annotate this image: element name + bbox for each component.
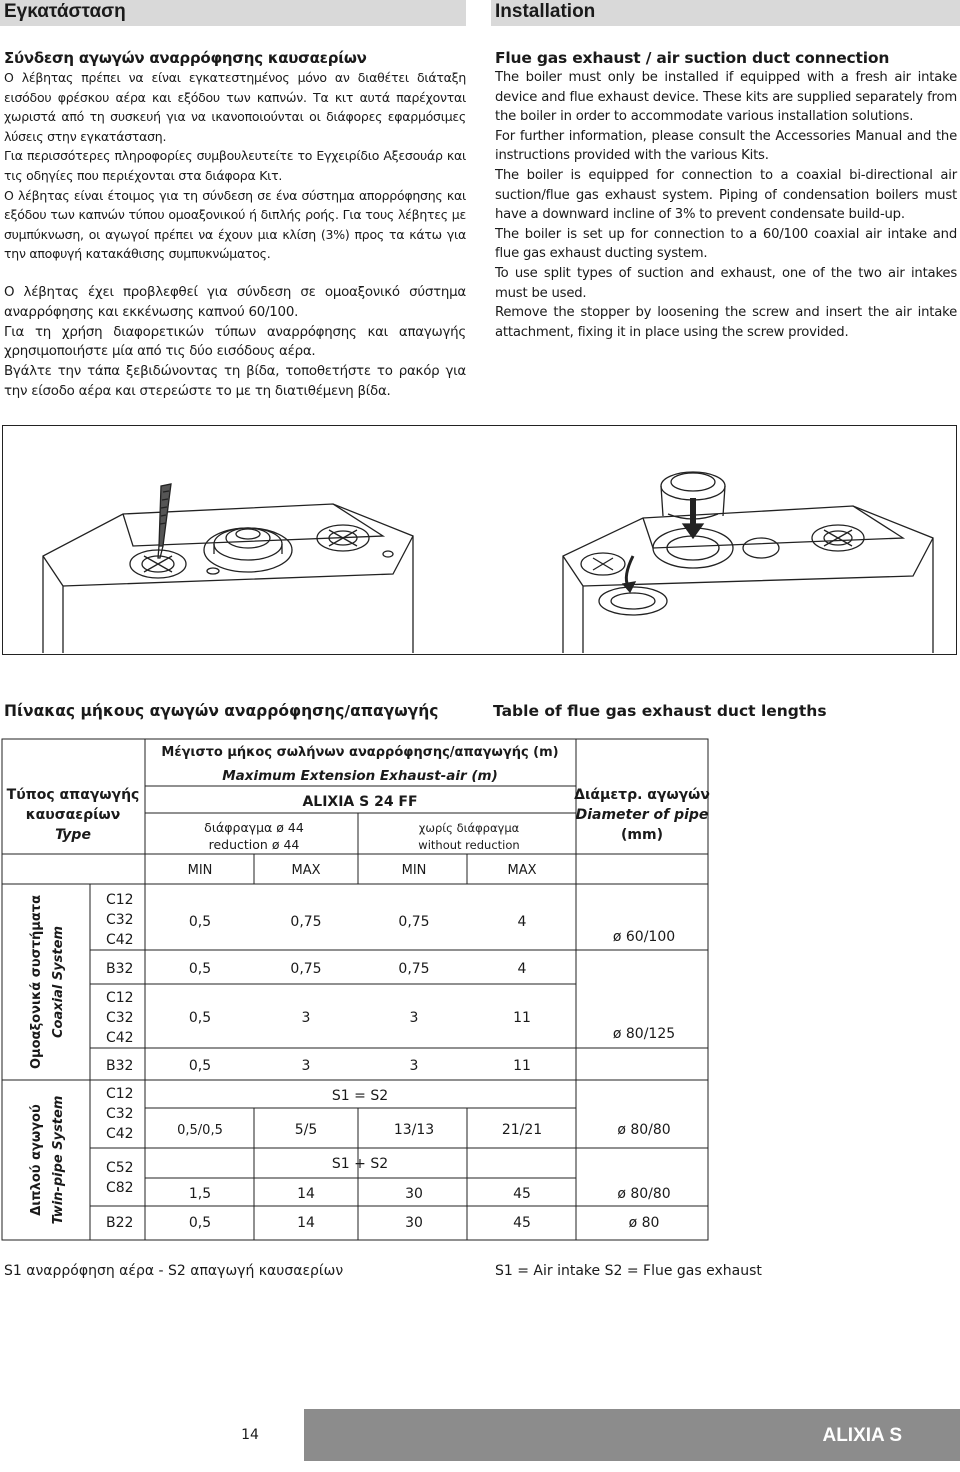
english-paragraph: For further information, please consult the Accessories Manual and the instructions provided with the various Kits.	[495, 128, 957, 164]
greek-paragraph: Ο λέβητας έχει προβλεφθεί για σύνδεση σε ομοαξονικό σύστημα αναρρόφησης και εκκένωσης καπνού 60/100.	[4, 284, 466, 320]
english-section-title: Flue gas exhaust / air suction duct connection	[495, 49, 890, 67]
type-cell: B32	[106, 961, 134, 977]
value-cell: 14	[297, 1186, 315, 1202]
type-cell: C52	[106, 1160, 134, 1176]
value-cell: 45	[513, 1186, 531, 1202]
value-cell: 0,75	[398, 961, 430, 977]
s1-equals-s2-label: S1 = S2	[331, 1088, 389, 1104]
diameter-cell: ø 80/80	[617, 1122, 671, 1138]
value-cell: 3	[301, 1058, 311, 1074]
value-cell: 45	[513, 1215, 531, 1231]
value-cell: 0,5	[188, 1215, 212, 1231]
type-cell: C42	[106, 932, 134, 948]
brand-name: ALIXIA S	[822, 1425, 902, 1446]
coaxial-label-english: Coaxial System	[51, 926, 66, 1038]
value-cell: 0,5	[188, 1010, 212, 1026]
greek-paragraph: Για τη χρήση διαφορετικών τύπων αναρρόφησης και απαγωγής χρησιμοποιήστε μία από τις δύο εισόδους αέρα.	[4, 324, 466, 360]
screwdriver-drawing	[158, 484, 171, 558]
model-name: ALIXIA S 24 FF	[302, 794, 418, 810]
value-cell: 4	[517, 961, 527, 977]
without-diaphragm-greek: χωρίς διάφραγμα	[418, 821, 520, 835]
min-label: MIN	[401, 863, 427, 878]
english-paragraph: The boiler is equipped for connection to a coaxial bi-directional air suction/flue gas exhaust system. Piping of condensation boilers must have a downward incline of 3% to prevent condensate build-up.	[495, 167, 957, 223]
english-paragraph: The boiler is set up for connection to a 60/100 coaxial air intake and flue gas exhaust ducting system.	[495, 226, 957, 262]
value-cell: 0,75	[398, 914, 430, 930]
diameter-cell: ø 80/80	[617, 1186, 671, 1202]
diameter-cell: ø 80/125	[612, 1026, 676, 1042]
diameter-unit: (mm)	[621, 827, 663, 843]
value-cell: 0,75	[290, 961, 322, 977]
type-cell: B22	[106, 1215, 134, 1231]
value-cell: 0,5	[188, 961, 212, 977]
value-cell: 30	[405, 1215, 423, 1231]
section-header-english: Installation	[491, 0, 960, 26]
without-diaphragm-english: without reduction	[418, 838, 520, 852]
s1-plus-s2-label: S1 + S2	[331, 1156, 389, 1172]
value-cell: 21/21	[501, 1122, 543, 1138]
value-cell: 30	[405, 1186, 423, 1202]
section-header-greek: Εγκατάσταση	[0, 0, 466, 26]
max-label: MAX	[507, 863, 537, 878]
value-cell: 13/13	[393, 1122, 435, 1138]
twin-label-greek: Διπλού αγωγού	[29, 1104, 44, 1216]
value-cell: 1,5	[188, 1186, 212, 1202]
value-cell: 0,5/0,5	[177, 1123, 223, 1138]
value-cell: 11	[513, 1010, 531, 1026]
max-label: MAX	[291, 863, 321, 878]
english-paragraph: To use split types of suction and exhaust, one of the two air intakes must be used.	[495, 265, 957, 301]
type-cell: C12	[106, 1086, 134, 1102]
value-cell: 11	[513, 1058, 531, 1074]
with-diaphragm-english: reduction ø 44	[208, 837, 300, 852]
flue-duct-length-table	[0, 738, 960, 1243]
type-cell: C12	[106, 990, 134, 1006]
english-text-column	[495, 48, 957, 342]
value-cell: 3	[409, 1058, 419, 1074]
type-cell: C32	[106, 1010, 134, 1026]
type-cell: C82	[106, 1180, 134, 1196]
value-cell: 14	[297, 1215, 315, 1231]
diameter-header-english: Diameter of pipe	[575, 807, 709, 823]
boiler-connection-illustration	[2, 425, 957, 655]
coaxial-label-greek: Ομοαξονικά συστήματα	[29, 894, 44, 1070]
type-cell: C42	[106, 1126, 134, 1142]
value-cell: 0,75	[290, 914, 322, 930]
twin-label-english: Twin-pipe System	[51, 1095, 66, 1225]
greek-paragraph: Για περισσότερες πληροφορίες συμβουλευτείτε το Εγχειρίδιο Αξεσουάρ και τις οδηγίες που περιέχονται στα διάφορα Κιτ.	[4, 148, 466, 183]
max-extension-greek: Μέγιστο μήκος σωλήνων αναρρόφησης/απαγωγής (m)	[161, 745, 559, 760]
type-header-english: Type	[55, 827, 91, 843]
boiler-right-drawing	[563, 472, 933, 653]
legend-greek: S1 αναρρόφηση αέρα - S2 απαγωγή καυσαερίων	[4, 1263, 344, 1279]
type-cell: C12	[106, 892, 134, 908]
greek-paragraph: Ο λέβητας είναι έτοιμος για τη σύνδεση σε ένα σύστημα απορρόφησης και εξόδου των καπνών τύπου ομοαξονικού ή διπλής ροής. Για τους λέβητες με συμπύκνωση, οι αγωγοί πρέπει να έχουν μια κλίση (3%) προς τα κάτω για την αποφυγή κατακάθισης συμπυκνώματος.	[4, 187, 466, 262]
type-cell: C32	[106, 912, 134, 928]
value-cell: 3	[409, 1010, 419, 1026]
diameter-cell: ø 60/100	[612, 929, 676, 945]
greek-paragraph: Βγάλτε την τάπα ξεβιδώνοντας τη βίδα, τοποθετήστε το ρακόρ για την είσοδο αέρα και στερεώστε το με τη διατιθέμενη βίδα.	[4, 364, 466, 399]
value-cell: 0,5	[188, 1058, 212, 1074]
greek-section-title: Σύνδεση αγωγών αναρρόφησης καυσαερίων	[4, 49, 367, 67]
max-extension-english: Maximum Extension Exhaust-air (m)	[222, 768, 498, 784]
min-label: MIN	[187, 863, 213, 878]
type-cell: C32	[106, 1106, 134, 1122]
page-number: 14	[241, 1427, 259, 1443]
with-diaphragm-greek: διάφραγμα ø 44	[204, 820, 304, 835]
legend-english: S1 = Air intake S2 = Flue gas exhaust	[495, 1263, 762, 1279]
value-cell: 5/5	[294, 1122, 318, 1138]
type-cell: B32	[106, 1058, 134, 1074]
type-header-greek: καυσαερίων	[25, 807, 121, 823]
value-cell: 0,5	[188, 914, 212, 930]
greek-text-column	[4, 48, 466, 402]
value-cell: 4	[517, 914, 527, 930]
value-cell: 3	[301, 1010, 311, 1026]
boiler-left-drawing	[43, 504, 413, 653]
type-header-greek: Τύπος απαγωγής	[6, 787, 140, 803]
type-cell: C42	[106, 1030, 134, 1046]
english-paragraph: The boiler must only be installed if equipped with a fresh air intake device and flue exhaust device. These kits are supplied separately from the boiler in order to accommodate various installation solutions.	[495, 70, 957, 125]
diameter-header-greek: Διάμετρ. αγωγών	[574, 787, 710, 803]
greek-paragraph: Ο λέβητας πρέπει να είναι εγκατεστημένος μόνο αν διαθέτει διάταξη εισόδου φρέσκου αέρα και εξόδου των καπνών. Τα κιτ αυτά παρέχονται χωριστά από τη συσκευή για να ικανοποιούνται οι διάφορες εφαρμόσιμες λύσεις στην εγκατάσταση.	[4, 70, 466, 144]
greek-table-title: Πίνακας μήκους αγωγών αναρρόφησης/απαγωγής	[4, 702, 439, 720]
english-paragraph: Remove the stopper by loosening the screw and insert the air intake attachment, fixing it in place using the screw provided.	[495, 305, 957, 340]
english-table-title: Table of flue gas exhaust duct lengths	[493, 702, 827, 720]
diameter-cell: ø 80	[628, 1215, 660, 1231]
